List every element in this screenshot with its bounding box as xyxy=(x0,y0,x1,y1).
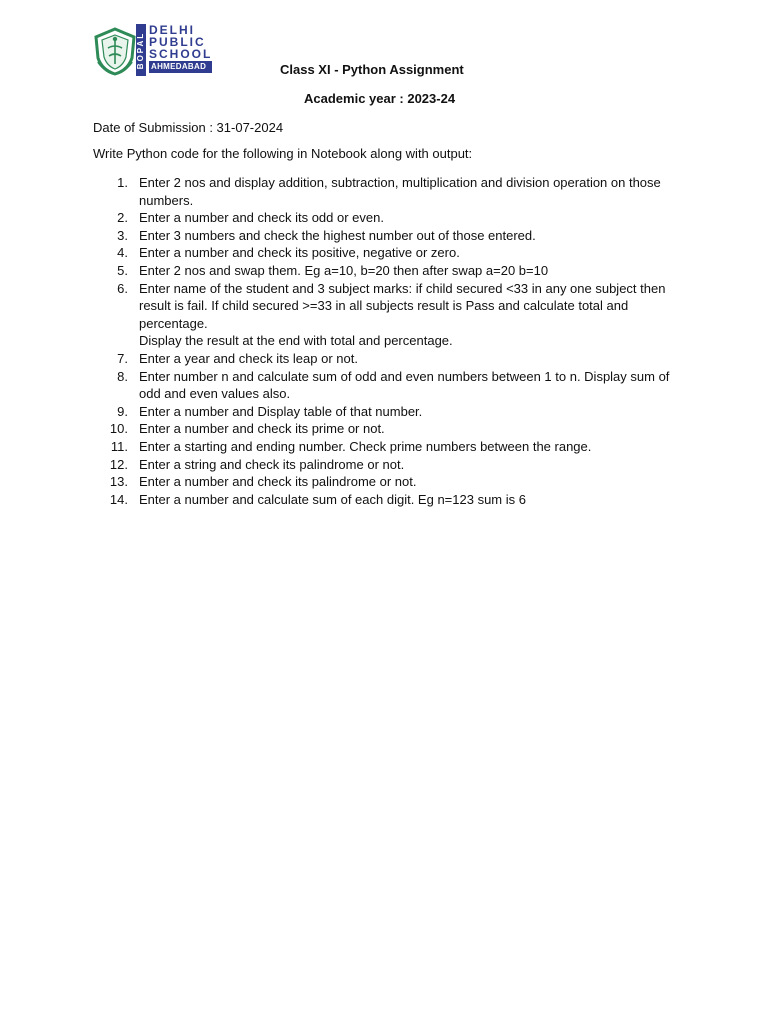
task-item xyxy=(93,280,678,350)
school-crest-icon xyxy=(92,26,138,76)
task-number: 2. xyxy=(117,210,128,226)
task-text: Enter a number and check its palindrome or not. xyxy=(139,474,417,490)
task-item xyxy=(93,491,678,509)
instruction-text: Write Python code for the following in Notebook along with output: xyxy=(93,146,473,161)
school-logo xyxy=(92,24,212,78)
task-text: Enter 2 nos and swap them. Eg a=10, b=20 then after swap a=20 b=10 xyxy=(139,262,549,278)
logo-line-1: DELHI xyxy=(149,23,195,37)
task-item xyxy=(93,438,678,456)
task-item xyxy=(93,473,678,491)
task-text: Enter 3 numbers and check the highest number out of those entered. xyxy=(139,227,536,243)
task-number: 4. xyxy=(117,245,128,261)
task-text: Enter a number and check its positive, negative or zero. xyxy=(139,245,460,261)
task-item xyxy=(93,244,678,262)
task-item xyxy=(93,350,678,368)
logo-city: AHMEDABAD xyxy=(149,61,212,73)
task-text: Enter name of the student and 3 subject marks: if child secured <33 in any one subject then result is fail. If child secured >=33 in all subjects result is Pass and calculate total and percentage. xyxy=(139,280,666,331)
task-item xyxy=(93,262,678,280)
task-number: 8. xyxy=(117,368,128,384)
task-number: 6. xyxy=(117,280,128,296)
logo-wordmark xyxy=(149,24,212,73)
task-number: 11. xyxy=(110,438,128,454)
task-number: 14. xyxy=(109,491,128,507)
task-text: Enter a number and calculate sum of each digit. Eg n=123 sum is 6 xyxy=(139,491,526,507)
task-number: 1. xyxy=(117,175,128,190)
task-text: Enter a year and check its leap or not. xyxy=(139,350,358,366)
task-item xyxy=(93,227,678,245)
task-number: 7. xyxy=(117,350,128,366)
task-extra-text: Display the result at the end with total and percentage. xyxy=(139,333,453,349)
task-item xyxy=(93,456,678,474)
submission-date: Date of Submission : 31-07-2024 xyxy=(93,120,284,135)
task-text: Enter 2 nos and display addition, subtraction, multiplication and division operation on those numbers. xyxy=(139,175,661,208)
task-number: 5. xyxy=(117,262,128,278)
logo-line-3: SCHOOL xyxy=(149,47,213,61)
task-number: 13. xyxy=(109,474,128,490)
task-number: 12. xyxy=(109,456,128,472)
task-item xyxy=(93,420,678,438)
task-text: Enter a number and check its prime or not. xyxy=(139,421,385,437)
logo-vertical-bar xyxy=(136,24,146,76)
task-number: 9. xyxy=(117,403,128,419)
logo-line-2: PUBLIC xyxy=(149,35,206,49)
task-text: Enter a starting and ending number. Check prime numbers between the range. xyxy=(139,438,592,454)
task-item xyxy=(93,368,678,403)
academic-year: Academic year : 2023-24 xyxy=(304,91,456,106)
document-title: Class XI - Python Assignment xyxy=(280,62,464,77)
task-number: 3. xyxy=(117,227,128,243)
task-text: Enter a number and Display table of that number. xyxy=(139,403,423,419)
task-item xyxy=(93,403,678,421)
task-text: Enter a string and check its palindrome or not. xyxy=(139,456,405,472)
task-text: Enter number n and calculate sum of odd and even numbers between 1 to n. Display sum of odd and even values also. xyxy=(139,368,670,402)
task-item xyxy=(93,174,678,209)
logo-vertical-text: BOPAL xyxy=(136,31,146,69)
task-number: 10. xyxy=(109,421,128,437)
task-text: Enter a number and check its odd or even. xyxy=(139,210,384,226)
task-item xyxy=(93,209,678,227)
task-list xyxy=(93,174,678,508)
